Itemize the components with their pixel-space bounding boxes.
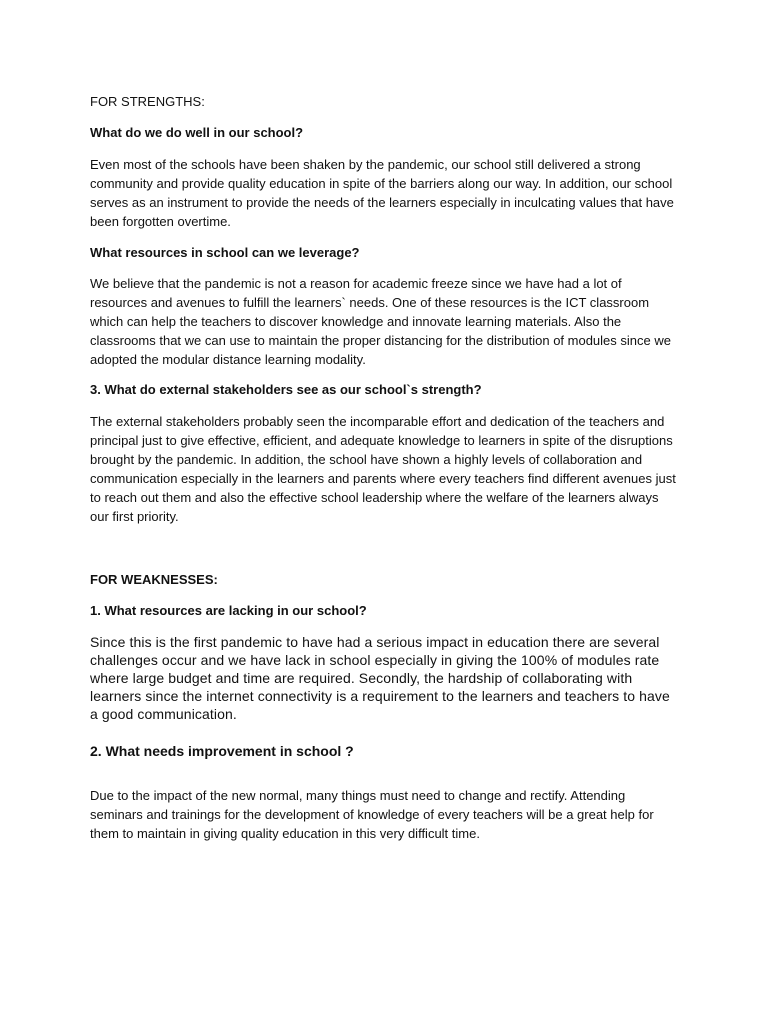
strengths-question-3: 3. What do external stakeholders see as our school`s strength? [90,382,482,397]
weaknesses-answer-2: Due to the impact of the new normal, many things must need to change and rectify. Attending seminars and trainings for the development of knowledge of every teachers will be a great help for them to maintain in giving quality education in this very difficult time. [90,788,654,841]
strengths-answer-2: We believe that the pandemic is not a reason for academic freeze since we have had a lot of resources and avenues to fulfill the learners` needs. One of these resources is the ICT classroom which can help the teachers to discover knowledge and innovate learning materials. Also the classrooms that we can use to maintain the proper distancing for the distribution of modules since we adopted the modular distance learning modality. [90,276,671,367]
weaknesses-section-label: FOR WEAKNESSES: [90,572,218,587]
weaknesses-question-1: 1. What resources are lacking in our school? [90,603,367,618]
strengths-answer-1: Even most of the schools have been shaken by the pandemic, our school still delivered a strong community and provide quality education in spite of the barriers along our way. In addition, our school serves as an instrument to provide the needs of the learners especially in inculcating values that have been forgotten overtime. [90,157,674,229]
weaknesses-answer-1: Since this is the first pandemic to have had a serious impact in education there are several challenges occur and we have lack in school especially in giving the 100% of modules rate where large budget and time are required. Secondly, the hardship of collaborating with learners since the internet connectivity is a requirement to the learners and teachers to have a good communication. [90,634,670,722]
strengths-question-2: What resources in school can we leverage? [90,245,360,260]
weaknesses-question-2: 2. What needs improvement in school ? [90,743,354,759]
strengths-answer-3: The external stakeholders probably seen the incomparable effort and dedication of the teachers and principal just to give effective, efficient, and adequate knowledge to learners in spite of the disruptions brought by the pandemic. In addition, the school have shown a highly levels of collaboration and communication especially in the learners and parents where every teachers find different avenues just to reach out them and also the effective school leadership where the welfare of the learners always our first priority. [90,414,676,524]
strengths-section-label: FOR STRENGTHS: [90,94,205,109]
strengths-question-1: What do we do well in our school? [90,125,304,140]
